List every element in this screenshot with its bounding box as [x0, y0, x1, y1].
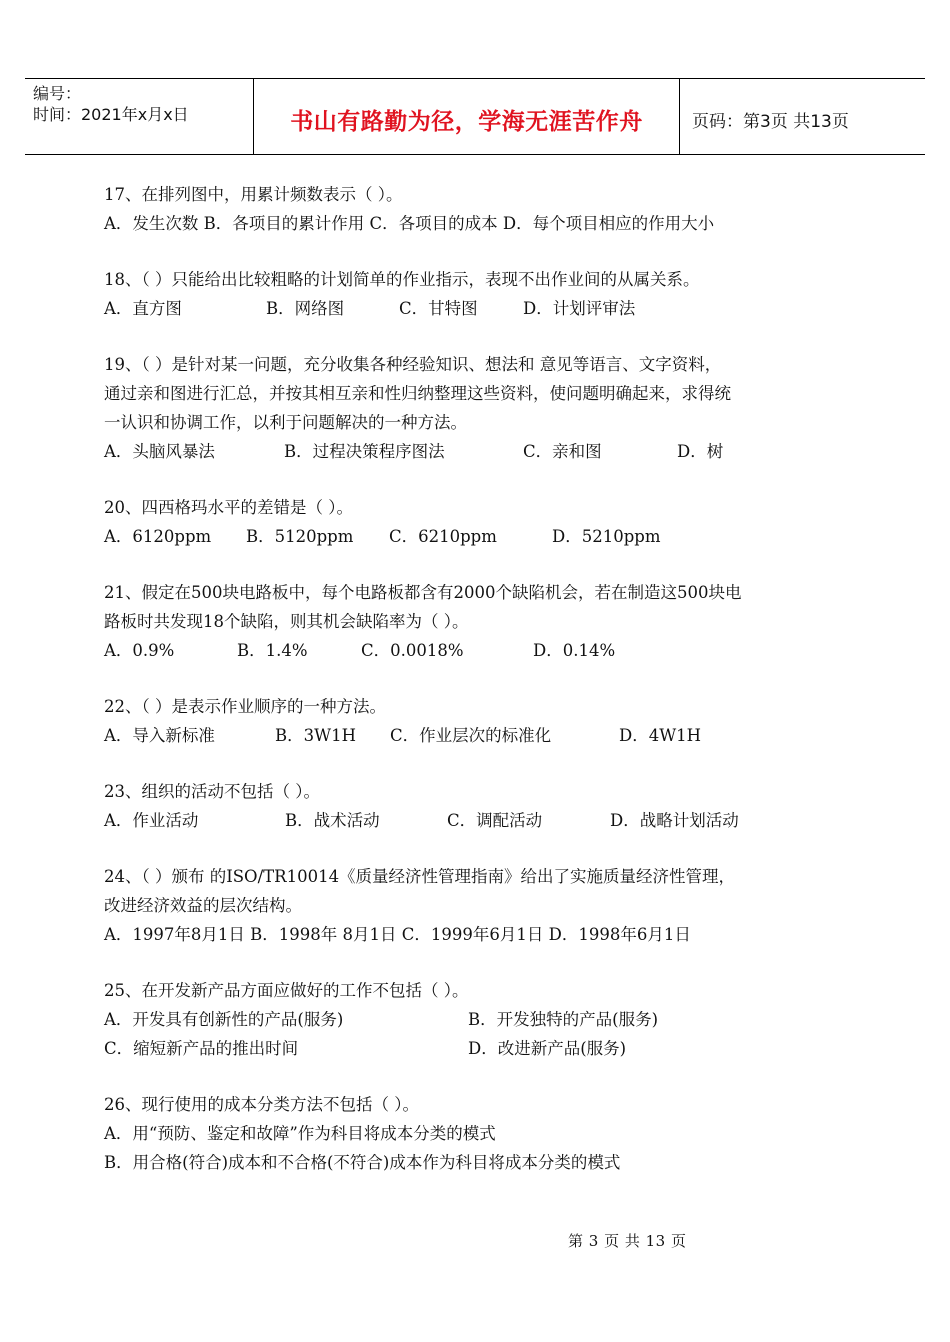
- question-18: [104, 265, 852, 323]
- question-stem: 20、四西格玛水平的差错是（ ）。: [104, 498, 353, 517]
- option-b: B．开发独特的产品(服务): [468, 1010, 658, 1029]
- question-stem-line-2: 路板时共发现18个缺陷，则其机会缺陷率为（ ）。: [104, 612, 469, 631]
- option-a: A．直方图: [104, 299, 182, 318]
- option-c: C．甘特图: [399, 299, 478, 318]
- option-c: C．6210ppm: [389, 527, 497, 546]
- page-footer: 第 3 页 共 13 页: [568, 1232, 687, 1250]
- option-a: A．导入新标准: [104, 726, 215, 745]
- option-b: B．过程决策程序图法: [284, 442, 445, 461]
- header-page-label: [680, 79, 925, 154]
- options-row: A．发生次数 B．各项目的累计作用 C．各项目的成本 D．每个项目相应的作用大小: [104, 214, 715, 233]
- option-b: B．1.4%: [237, 641, 308, 660]
- option-a: A．头脑风暴法: [104, 442, 215, 461]
- question-26: [104, 1090, 852, 1177]
- page-header: [25, 78, 925, 155]
- options-grid: [104, 1005, 852, 1063]
- question-22: [104, 692, 852, 750]
- page-label: 页码：第3页 共13页: [692, 112, 849, 132]
- option-d: D．5210ppm: [552, 527, 661, 546]
- question-21: [104, 578, 852, 665]
- header-meta: [25, 79, 254, 154]
- time-label: 时间：2021年x月x日: [33, 105, 189, 124]
- option-a: A．开发具有创新性的产品(服务): [104, 1010, 344, 1029]
- option-b: B．战术活动: [285, 811, 380, 830]
- option-d: D．计划评审法: [523, 299, 636, 318]
- option-a: A．作业活动: [104, 811, 199, 830]
- question-stem: 23、组织的活动不包括（ ）。: [104, 782, 320, 801]
- question-stem-line-3: 一认识和协调工作，以利于问题解决的一种方法。: [104, 413, 467, 432]
- question-list: [104, 180, 852, 1204]
- options-row: [104, 437, 852, 466]
- question-stem: 22、（ ）是表示作业顺序的一种方法。: [104, 697, 386, 716]
- question-stem-line-1: 19、（ ）是针对某一问题，充分收集各种经验知识、想法和 意见等语言、文字资料，: [104, 355, 722, 374]
- number-label: 编号：: [33, 84, 82, 103]
- options-row: [104, 721, 852, 750]
- question-stem-line-2: 改进经济效益的层次结构。: [104, 896, 302, 915]
- option-b: B．网络图: [266, 299, 345, 318]
- header-motto: 书山有路勤为径，学海无涯苦作舟: [254, 79, 680, 154]
- options-row: [104, 636, 852, 665]
- options-row: [104, 806, 852, 835]
- option-d: D．战略计划活动: [610, 811, 739, 830]
- question-25: [104, 976, 852, 1063]
- options-row: [104, 294, 852, 323]
- option-a: A．6120ppm: [104, 527, 212, 546]
- option-d: D．0.14%: [533, 641, 616, 660]
- question-stem-line-2: 通过亲和图进行汇总，并按其相互亲和性归纳整理这些资料，使问题明确起来，求得统: [104, 384, 731, 403]
- option-c: C．缩短新产品的推出时间: [104, 1039, 299, 1058]
- question-stem: 17、在排列图中，用累计频数表示（ ）。: [104, 185, 403, 204]
- option-a: A．0.9%: [104, 641, 175, 660]
- question-23: [104, 777, 852, 835]
- question-20: [104, 493, 852, 551]
- option-b: B．5120ppm: [246, 527, 354, 546]
- question-stem-line-1: 21、假定在500块电路板中，每个电路板都含有2000个缺陷机会，若在制造这500块电: [104, 583, 742, 602]
- option-c: C．0.0018%: [361, 641, 464, 660]
- question-stem: 25、在开发新产品方面应做好的工作不包括（ ）。: [104, 981, 469, 1000]
- question-19: [104, 350, 852, 466]
- options-row: A．1997年8月1日 B．1998年 8月1日 C．1999年6月1日 D．1998年6月1日: [104, 925, 691, 944]
- question-17: [104, 180, 852, 238]
- option-d: D．4W1H: [619, 726, 702, 745]
- option-b: B．3W1H: [275, 726, 356, 745]
- option-d: D．改进新产品(服务): [468, 1039, 627, 1058]
- question-24: [104, 862, 852, 949]
- option-a: A．用“预防、鉴定和故障”作为科目将成本分类的模式: [104, 1124, 496, 1143]
- option-c: C．调配活动: [447, 811, 543, 830]
- option-c: C．作业层次的标准化: [390, 726, 552, 745]
- question-stem: 18、（ ）只能给出比较粗略的计划简单的作业指示，表现不出作业间的从属关系。: [104, 270, 700, 289]
- question-stem: 26、现行使用的成本分类方法不包括（ ）。: [104, 1095, 419, 1114]
- option-c: C．亲和图: [523, 442, 602, 461]
- option-d: D．树: [677, 442, 724, 461]
- option-b: B．用合格(符合)成本和不合格(不符合)成本作为科目将成本分类的模式: [104, 1153, 621, 1172]
- question-stem-line-1: 24、（ ）颁布 的ISO/TR10014《质量经济性管理指南》给出了实施质量经济性管理，: [104, 867, 736, 886]
- options-row: [104, 522, 852, 551]
